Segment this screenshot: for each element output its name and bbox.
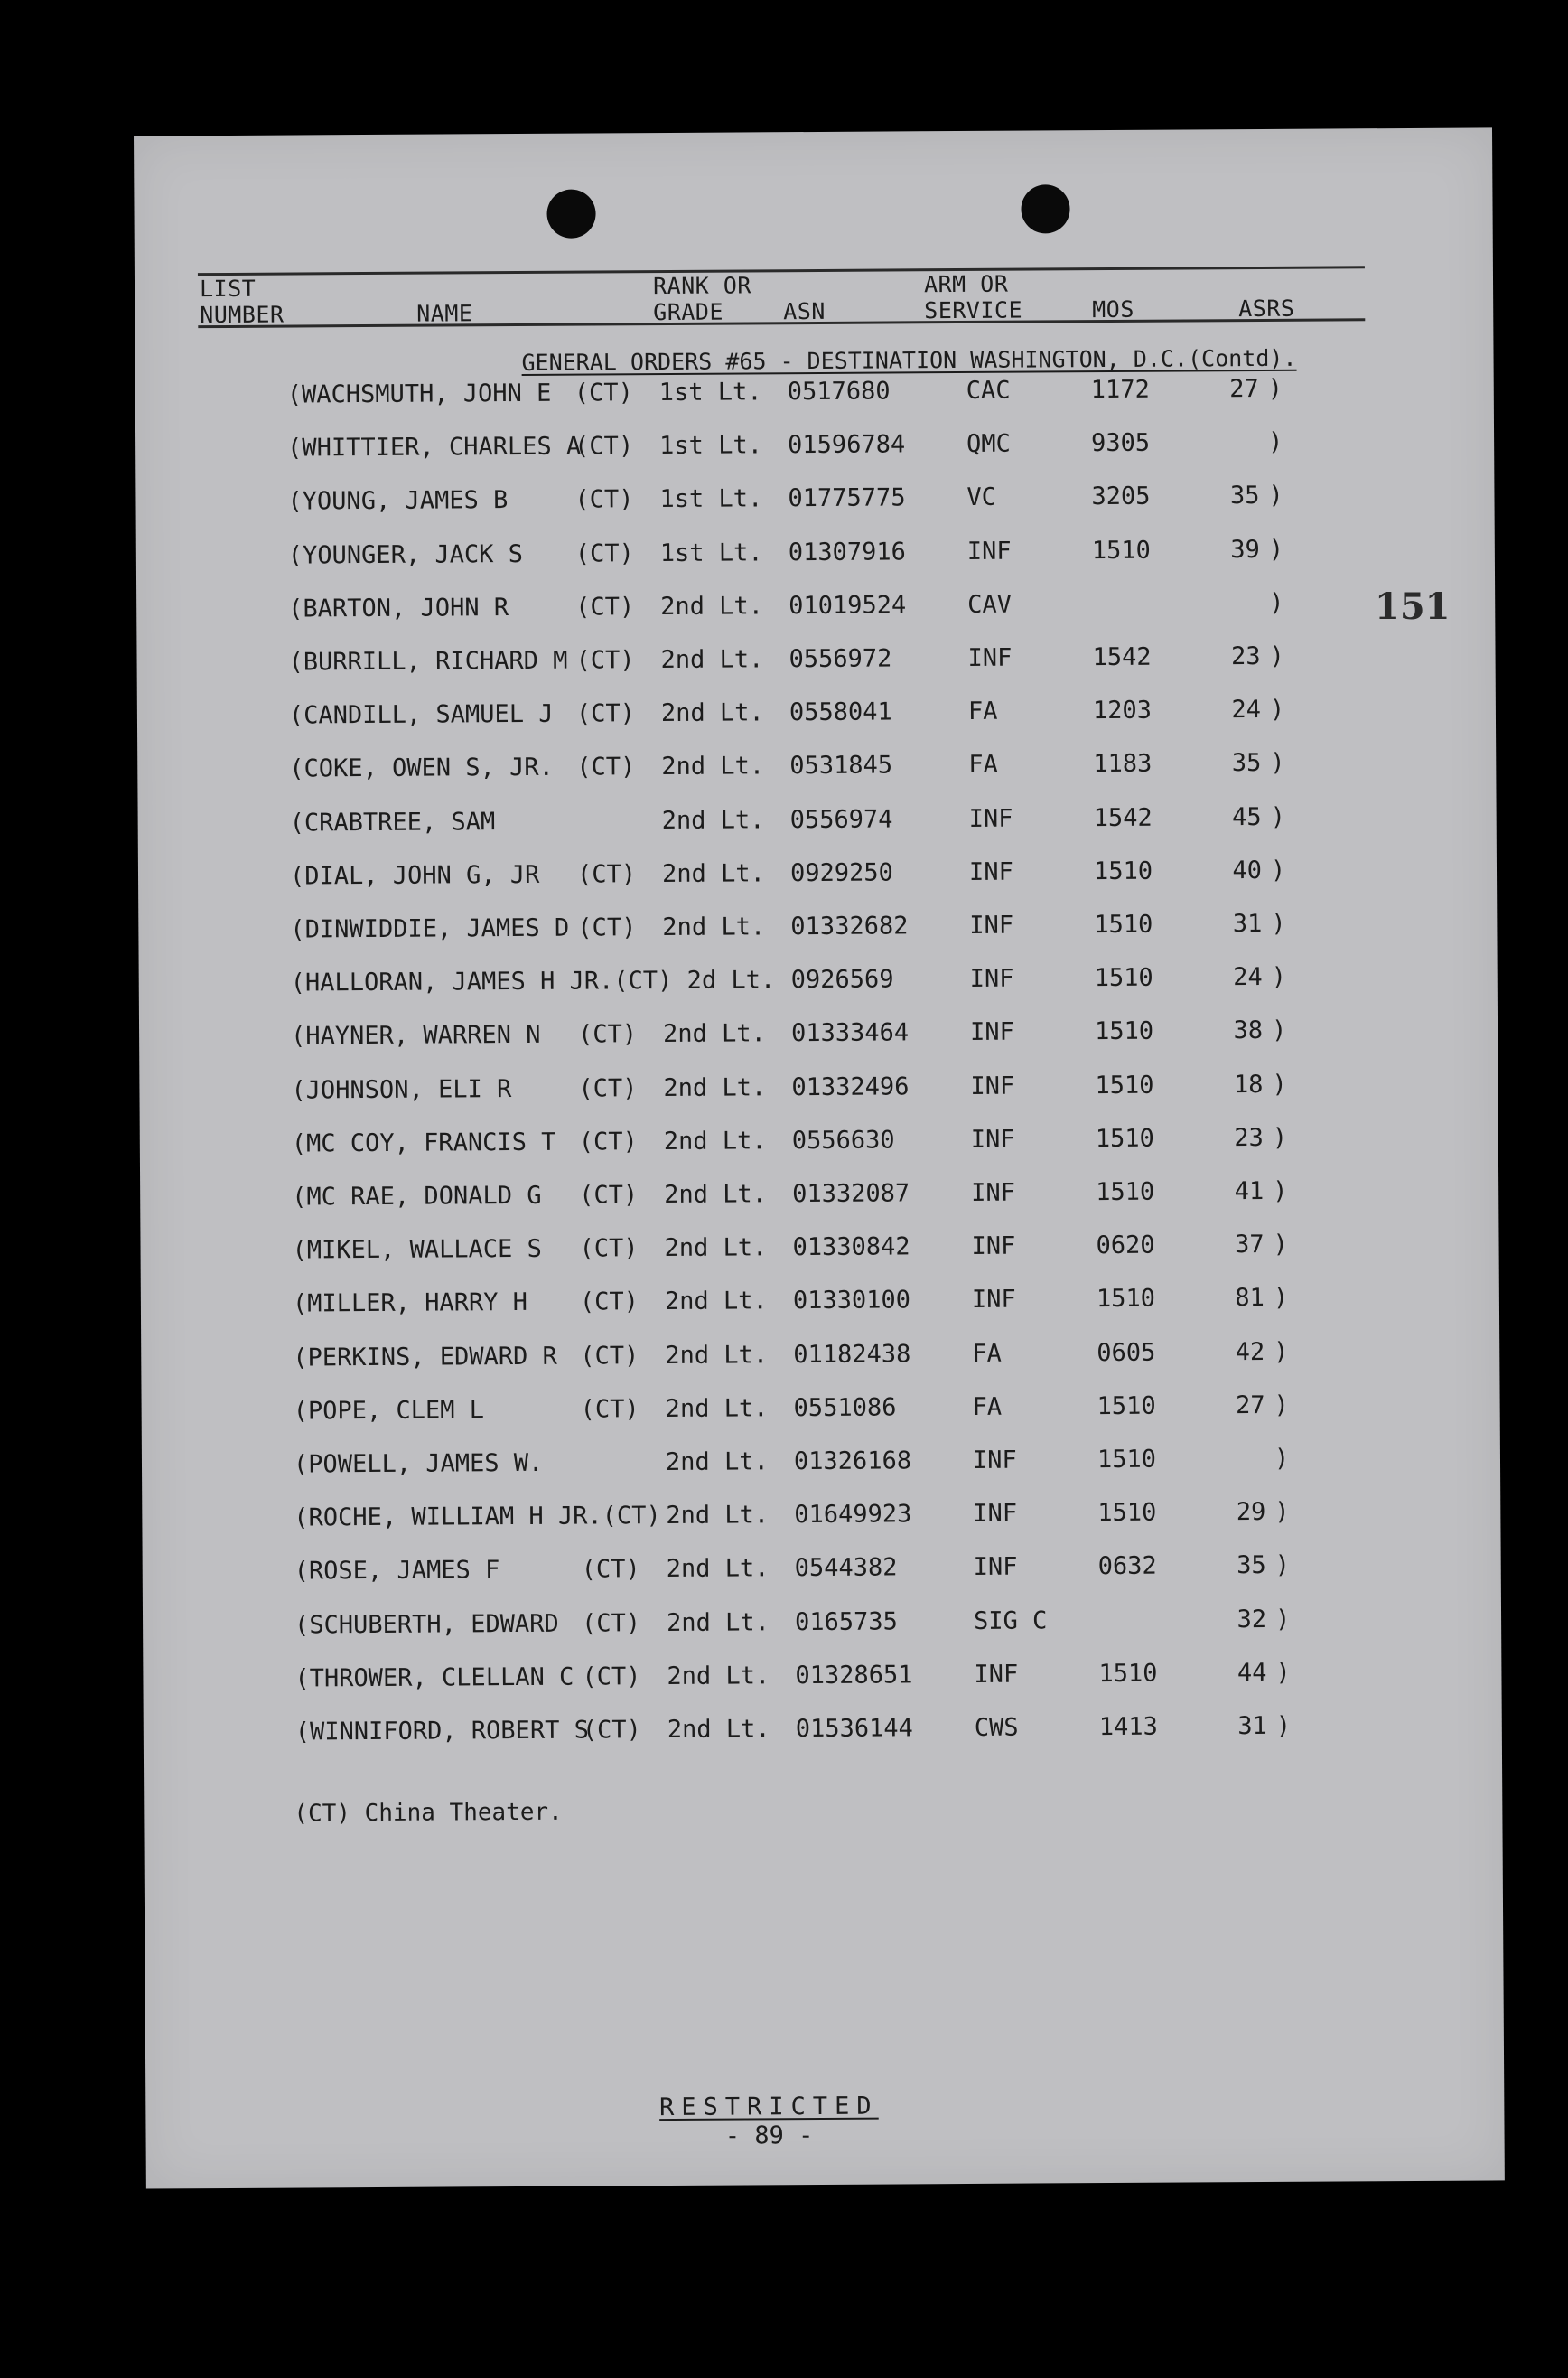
table-row (143, 1547, 1407, 1591)
row-asrs: 24 (1233, 962, 1263, 992)
table-row (143, 1601, 1407, 1645)
row-name: (PERKINS, EDWARD R (293, 1342, 557, 1372)
row-rank: 2nd Lt. (664, 1180, 768, 1210)
row-name: (DINWIDDIE, JAMES D (290, 913, 570, 944)
row-mos: 1183 (1093, 749, 1153, 779)
row-asrs: 29 (1236, 1497, 1266, 1527)
row-asrs: 23 (1234, 1123, 1264, 1153)
row-bracket: ) (1275, 1711, 1292, 1740)
row-arm-service: INF (966, 537, 1012, 566)
row-theater-code: (CT) (574, 379, 633, 407)
row-asn: 0929250 (789, 858, 893, 888)
row-name: (YOUNGER, JACK S (287, 539, 524, 570)
row-rank: 2nd Lt. (666, 1554, 770, 1584)
row-name: (BARTON, JOHN R (288, 594, 509, 623)
row-asn: 0165735 (794, 1607, 898, 1637)
row-asrs: 31 (1232, 909, 1263, 939)
row-asn: 0544382 (794, 1553, 898, 1583)
header-rank-line2: GRADE (653, 298, 724, 326)
header-arm-line2: SERVICE (924, 296, 1023, 324)
row-arm-service: INF (970, 1125, 1015, 1154)
row-arm-service: FA (972, 1339, 1002, 1368)
row-rank: 2nd Lt. (665, 1394, 769, 1424)
row-name: (JOHNSON, ELI R (291, 1075, 512, 1105)
row-rank: 2nd Lt. (661, 806, 765, 836)
table-row (138, 799, 1403, 843)
row-bracket: ) (1268, 427, 1283, 456)
row-bracket: ) (1274, 1605, 1291, 1634)
row-asrs: 35 (1237, 1550, 1266, 1580)
row-arm-service: INF (971, 1231, 1016, 1260)
row-theater-code: (CT) (574, 539, 634, 568)
row-rank: 2nd Lt. (664, 1233, 768, 1263)
row-theater-code: (CT) (577, 913, 637, 942)
row-asn: 0556974 (789, 805, 893, 835)
row-name: (ROCHE, WILLIAM H JR.(CT) (294, 1502, 661, 1532)
table-row (142, 1387, 1406, 1431)
row-arm-service: CAV (967, 590, 1013, 619)
row-asn: 01330100 (792, 1286, 911, 1315)
row-asn: 01649923 (794, 1500, 912, 1530)
row-rank: 1st Lt. (658, 378, 762, 407)
row-asn: 01307916 (788, 538, 906, 567)
row-mos: 1510 (1095, 1071, 1154, 1100)
row-name: (CANDILL, SAMUEL J (288, 699, 554, 730)
row-arm-service: INF (974, 1660, 1019, 1689)
row-arm-service: FA (968, 750, 998, 779)
row-bracket: ) (1269, 695, 1285, 724)
row-arm-service: INF (969, 964, 1014, 993)
table-row (136, 531, 1401, 576)
row-bracket: ) (1273, 1230, 1288, 1259)
punch-hole-left (546, 189, 595, 238)
row-name: (WACHSMUTH, JOHN E (286, 379, 552, 409)
row-arm-service: INF (968, 857, 1013, 886)
row-arm-service: INF (969, 1017, 1014, 1046)
row-mos: 1172 (1090, 375, 1150, 405)
row-theater-code: (CT) (580, 1342, 639, 1371)
row-theater-code: (CT) (575, 646, 635, 675)
row-arm-service: INF (970, 1072, 1015, 1100)
row-asn: 01536144 (795, 1714, 913, 1744)
row-arm-service: INF (967, 643, 1013, 672)
row-mos: 1510 (1098, 1659, 1158, 1689)
row-theater-code: (CT) (575, 593, 635, 622)
row-rank: 2nd Lt. (665, 1341, 769, 1371)
row-arm-service: FA (967, 697, 998, 726)
header-arm-line1: ARM OR (923, 270, 1009, 298)
row-mos: 1510 (1096, 1177, 1155, 1207)
row-name: (THROWER, CLELLAN C (294, 1662, 574, 1693)
row-mos: 1542 (1092, 642, 1152, 672)
row-arm-service: CWS (974, 1713, 1019, 1742)
row-mos: 1510 (1094, 910, 1153, 940)
row-bracket: ) (1274, 1497, 1290, 1526)
table-row (142, 1493, 1406, 1538)
row-rank: 1st Lt. (659, 538, 763, 568)
table-row (137, 691, 1402, 735)
row-rank: 2nd Lt. (664, 1287, 768, 1316)
row-bracket: ) (1271, 962, 1287, 991)
row-name: (WHITTIER, CHARLES A (287, 432, 582, 463)
row-rank: 2nd Lt. (667, 1662, 770, 1691)
row-theater-code: (CT) (578, 1074, 638, 1103)
row-theater-code: (CT) (578, 1020, 638, 1049)
row-asrs: 42 (1235, 1337, 1265, 1367)
row-rank: 2nd Lt. (663, 1127, 767, 1156)
row-asrs: 32 (1237, 1605, 1267, 1634)
row-name: (HALLORAN, JAMES H JR.(CT) 2d Lt. (290, 966, 776, 997)
row-arm-service: FA (972, 1392, 1003, 1421)
row-bracket: ) (1270, 856, 1286, 885)
row-rank: 2nd Lt. (663, 1019, 766, 1049)
row-rank: 2nd Lt. (661, 752, 765, 782)
row-asn: 0556972 (789, 644, 892, 674)
row-bracket: ) (1272, 1123, 1288, 1152)
table-row (143, 1654, 1407, 1699)
row-asn: 0517680 (787, 377, 891, 407)
row-mos: 1510 (1097, 1498, 1157, 1528)
row-asrs: 35 (1231, 748, 1262, 778)
row-mos: 1510 (1097, 1445, 1157, 1475)
row-bracket: ) (1274, 1390, 1289, 1419)
row-asn: 0556630 (791, 1126, 895, 1156)
row-arm-service: INF (973, 1552, 1018, 1581)
table-row (135, 424, 1400, 468)
row-bracket: ) (1270, 802, 1286, 831)
row-mos: 0632 (1097, 1551, 1157, 1581)
punch-hole-right (1021, 184, 1069, 233)
row-rank: 1st Lt. (659, 431, 763, 461)
header-rule-bottom (198, 318, 1365, 328)
row-theater-code: (CT) (579, 1287, 639, 1316)
row-theater-code: (CT) (576, 860, 637, 889)
row-name: (MIKEL, WALLACE S (292, 1234, 542, 1265)
header-asn: ASN (783, 297, 826, 325)
row-mos: 0605 (1097, 1338, 1156, 1368)
row-name: (SCHUBERTH, EDWARD (294, 1609, 559, 1640)
row-rank: 1st Lt. (659, 484, 763, 514)
table-row (142, 1440, 1406, 1484)
row-arm-service: INF (968, 804, 1013, 833)
row-asn: 01182438 (793, 1340, 911, 1370)
row-asrs: 39 (1230, 535, 1260, 565)
row-theater-code: (CT) (574, 485, 634, 514)
row-mos: 1510 (1096, 1284, 1156, 1314)
table-row (144, 1708, 1408, 1752)
row-asn: 01332087 (792, 1179, 910, 1209)
stamped-number: 151 (1375, 585, 1451, 628)
row-name: (YOUNG, JAMES B (287, 486, 509, 516)
row-asn: 0558041 (789, 697, 892, 727)
row-mos: 1510 (1093, 857, 1153, 886)
row-bracket: ) (1271, 1016, 1287, 1044)
row-name: (MC COY, FRANCIS T (291, 1128, 556, 1158)
table-row (138, 905, 1403, 950)
table-row (138, 852, 1403, 896)
row-asn: 01330842 (792, 1232, 910, 1262)
row-asrs: 37 (1234, 1230, 1265, 1259)
row-mos: 1203 (1092, 696, 1153, 726)
row-rank: 2nd Lt. (666, 1501, 770, 1531)
row-mos: 1510 (1091, 536, 1151, 566)
table-row (139, 959, 1404, 1003)
table-row (140, 1119, 1405, 1164)
row-theater-code: (CT) (582, 1716, 641, 1745)
row-bracket: ) (1270, 748, 1285, 777)
row-theater-code: (CT) (576, 753, 636, 782)
row-name: (WINNIFORD, ROBERT S (294, 1716, 590, 1746)
page-number: - 89 - (724, 2121, 814, 2150)
row-arm-service: INF (969, 911, 1014, 940)
header-rule-top (198, 266, 1365, 276)
row-asn: 01333464 (790, 1018, 910, 1048)
document-page (134, 127, 1505, 2188)
row-asrs: 41 (1234, 1176, 1265, 1206)
table-row (139, 1012, 1404, 1056)
row-bracket: ) (1274, 1337, 1289, 1366)
row-bracket: ) (1269, 588, 1284, 617)
row-arm-service: SIG C (973, 1606, 1048, 1635)
row-asn: 01596784 (788, 430, 906, 460)
row-asn: 01019524 (789, 591, 907, 621)
table-row (136, 585, 1401, 629)
row-asn: 0531845 (789, 751, 893, 781)
row-mos: 9305 (1091, 428, 1151, 458)
row-asrs: 23 (1230, 641, 1261, 671)
row-name: (ROSE, JAMES F (294, 1556, 500, 1586)
row-name: (BURRILL, RICHARD M (288, 646, 568, 677)
row-mos: 1510 (1097, 1391, 1156, 1421)
row-theater-code: (CT) (579, 1234, 639, 1263)
row-bracket: ) (1268, 481, 1283, 510)
row-bracket: ) (1273, 1176, 1288, 1205)
row-asrs: 40 (1232, 856, 1263, 885)
row-rank: 2nd Lt. (660, 592, 764, 622)
row-bracket: ) (1275, 1658, 1291, 1687)
row-arm-service: INF (971, 1178, 1016, 1207)
classification-marking: RESTRICTED (658, 2092, 879, 2122)
row-arm-service: INF (972, 1446, 1017, 1475)
row-rank: 2nd Lt. (661, 859, 765, 889)
row-arm-service: INF (971, 1285, 1016, 1314)
row-mos: 1510 (1095, 1124, 1154, 1154)
row-asn: 01332682 (790, 912, 909, 941)
row-asrs: 44 (1237, 1658, 1267, 1688)
table-row (140, 1173, 1405, 1217)
header-mos: MOS (1092, 295, 1134, 323)
table-row (135, 477, 1400, 521)
row-rank: 2nd Lt. (667, 1715, 770, 1745)
row-mos: 1413 (1098, 1712, 1158, 1742)
row-bracket: ) (1267, 374, 1283, 403)
row-name: (CRABTREE, SAM (289, 808, 496, 838)
table-row (140, 1226, 1405, 1270)
row-rank: 2nd Lt. (663, 1073, 767, 1103)
footnote: (CT) China Theater. (294, 1798, 563, 1828)
row-arm-service: CAC (966, 376, 1011, 405)
table-row (137, 744, 1402, 789)
header-asrs: ASRS (1238, 295, 1295, 323)
row-name: (DIAL, JOHN G, JR (289, 860, 540, 891)
row-name: (MC RAE, DONALD G (292, 1181, 542, 1212)
row-asn: 01332496 (791, 1072, 910, 1102)
row-mos: 1510 (1094, 1016, 1154, 1046)
table-row (141, 1334, 1405, 1378)
header-list-number-line1: LIST (199, 275, 257, 303)
row-asn: 0926569 (790, 965, 894, 995)
row-name: (POPE, CLEM L (293, 1396, 485, 1426)
row-bracket: ) (1274, 1444, 1290, 1473)
order-title: GENERAL ORDERS #65 - DESTINATION WASHINGTON, D.C.(Contd). (521, 344, 1297, 376)
row-bracket: ) (1269, 641, 1284, 670)
row-asn: 0551086 (793, 1393, 897, 1423)
row-theater-code: (CT) (581, 1609, 641, 1638)
row-name: (POWELL, JAMES W. (293, 1448, 544, 1479)
row-theater-code: (CT) (575, 699, 636, 728)
row-name: (HAYNER, WARREN N (291, 1020, 541, 1051)
header-name: NAME (416, 300, 473, 327)
row-rank: 2nd Lt. (666, 1608, 770, 1638)
row-mos: 1542 (1093, 803, 1153, 833)
table-row (139, 1066, 1404, 1110)
row-asrs: 27 (1236, 1390, 1265, 1420)
row-bracket: ) (1271, 909, 1286, 938)
row-arm-service: INF (973, 1499, 1018, 1528)
row-mos: 1510 (1094, 963, 1153, 993)
row-bracket: ) (1274, 1550, 1291, 1579)
row-asn: 01775775 (788, 483, 906, 513)
row-asrs: 31 (1237, 1711, 1267, 1741)
row-theater-code: (CT) (579, 1181, 639, 1210)
row-asrs: 38 (1233, 1016, 1264, 1045)
row-theater-code: (CT) (581, 1555, 640, 1584)
row-asrs: 27 (1229, 374, 1259, 404)
row-rank: 2nd Lt. (665, 1447, 769, 1477)
row-rank: 2nd Lt. (662, 913, 766, 942)
row-arm-service: VC (966, 482, 997, 511)
row-bracket: ) (1273, 1283, 1289, 1312)
row-rank: 2nd Lt. (660, 698, 764, 728)
row-asrs: 18 (1233, 1070, 1264, 1100)
header-rank-line1: RANK OR (652, 272, 751, 300)
row-theater-code: (CT) (580, 1395, 639, 1424)
row-asn: 01328651 (795, 1661, 913, 1690)
row-asrs: 81 (1235, 1283, 1265, 1313)
row-name: (MILLER, HARRY H (292, 1287, 528, 1318)
row-arm-service: QMC (966, 429, 1011, 458)
row-asrs: 45 (1232, 802, 1262, 832)
row-asn: 01326168 (793, 1446, 912, 1476)
row-theater-code: (CT) (578, 1128, 638, 1156)
row-theater-code: (CT) (574, 432, 634, 461)
table-row (136, 638, 1401, 682)
row-asrs: 35 (1229, 481, 1260, 510)
row-rank: 2nd Lt. (660, 645, 764, 675)
row-theater-code: (CT) (582, 1662, 641, 1691)
row-mos: 0620 (1096, 1231, 1155, 1260)
row-mos: 3205 (1091, 482, 1151, 511)
header-list-number-line2: NUMBER (200, 301, 285, 329)
row-asrs: 24 (1231, 695, 1262, 725)
table-row (141, 1279, 1405, 1324)
row-bracket: ) (1268, 535, 1284, 564)
row-bracket: ) (1272, 1070, 1287, 1099)
row-name: (COKE, OWEN S, JR. (289, 753, 554, 783)
table-row (135, 370, 1400, 415)
